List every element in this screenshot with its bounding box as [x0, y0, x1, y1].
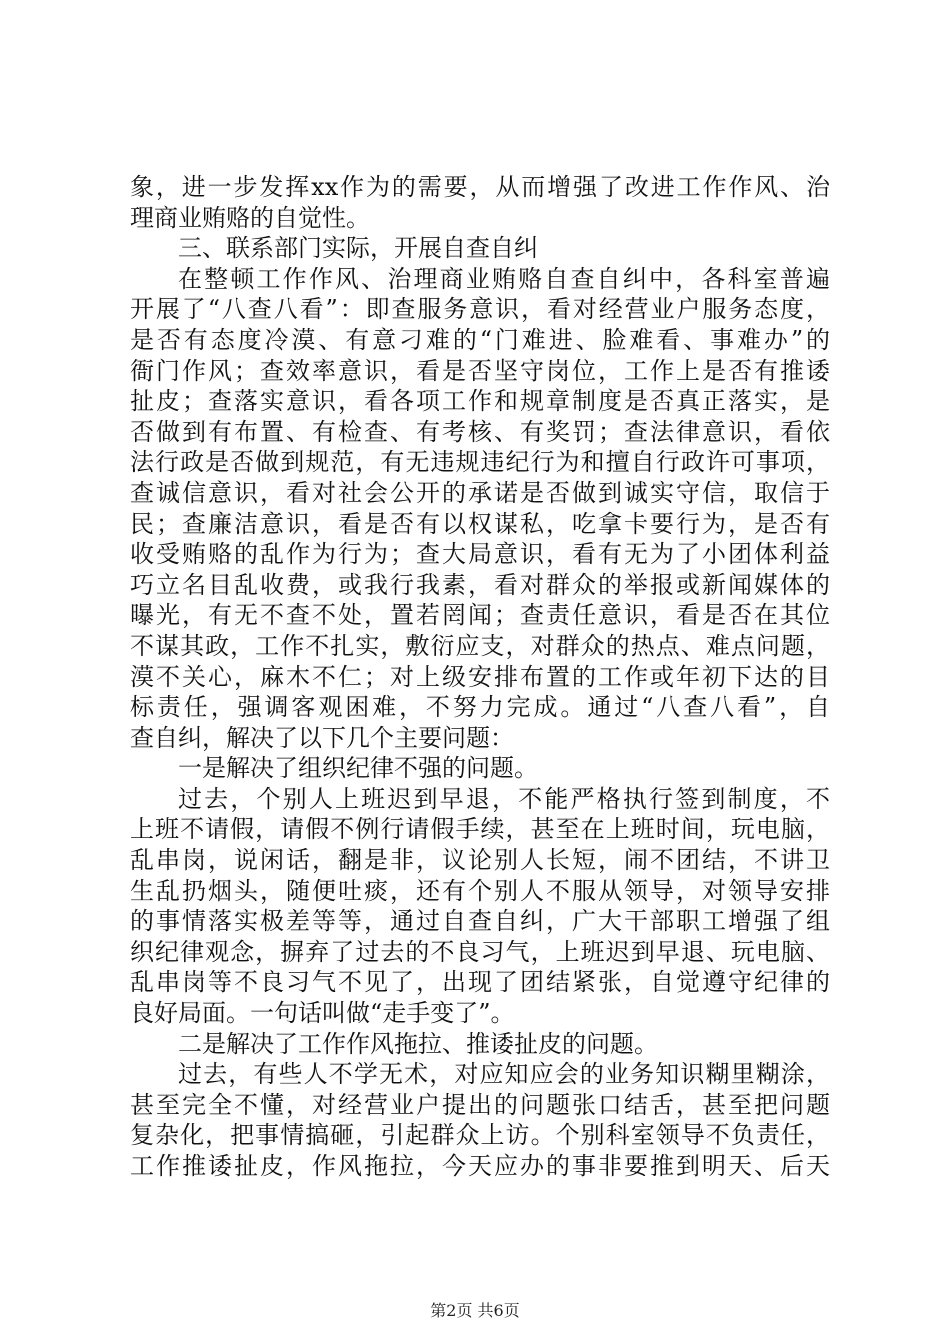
text-line: 法行政是否做到规范，有无违规违纪行为和擅自行政许可事项，	[130, 448, 830, 477]
text-line: 巧立名目乱收费，或我行我素，看对群众的举报或新闻媒体的	[130, 570, 830, 599]
text-line: 生乱扔烟头，随便吐痰，还有个别人不服从领导，对领导安排	[130, 876, 830, 905]
text-line: 查诚信意识，看对社会公开的承诺是否做到诚实守信，取信于	[130, 478, 830, 507]
text-line: 上班不请假，请假不例行请假手续，甚至在上班时间，玩电脑，	[130, 815, 830, 844]
text-line: 在整顿工作作风、治理商业贿赂自查自纠中，各科室普遍	[178, 264, 830, 293]
text-line: 乱串岗，说闲话，翻是非，议论别人长短，闹不团结，不讲卫	[130, 846, 830, 875]
text-line: 过去，个别人上班迟到早退，不能严格执行签到制度，不	[178, 784, 830, 813]
text-line: 是否有态度冷漠、有意刁难的“门难进、脸难看、事难办”的	[130, 325, 830, 354]
text-line: 理商业贿赂的自觉性。	[130, 203, 370, 232]
text-line: 否做到有布置、有检查、有考核、有奖罚；查法律意识，看依	[130, 417, 830, 446]
text-line: 一是解决了组织纪律不强的问题。	[178, 754, 538, 783]
text-line: 良好局面。一句话叫做“走手变了”。	[130, 999, 515, 1028]
text-line: 民；查廉洁意识，看是否有以权谋私，吃拿卡要行为，是否有	[130, 509, 830, 538]
text-line: 乱串岗等不良习气不见了，出现了团结紧张，自觉遵守纪律的	[130, 968, 830, 997]
text-line: 二是解决了工作作风拖拉、推诿扯皮的问题。	[178, 1029, 658, 1058]
text-line: 收受贿赂的乱作为行为；查大局意识，看有无为了小团体利益	[130, 540, 830, 569]
text-line: 扯皮；查落实意识，看各项工作和规章制度是否真正落实，是	[130, 387, 830, 416]
text-line: 衙门作风；查效率意识，看是否坚守岗位，工作上是否有推诿	[130, 356, 830, 385]
text-line: 织纪律观念，摒弃了过去的不良习气，上班迟到早退、玩电脑、	[130, 937, 830, 966]
text-line: 过去，有些人不学无术，对应知应会的业务知识糊里糊涂，	[178, 1060, 830, 1089]
text-line: 复杂化，把事情搞砸，引起群众上访。个别科室领导不负责任，	[130, 1121, 830, 1150]
text-line: 的事情落实极差等等，通过自查自纠，广大干部职工增强了组	[130, 907, 830, 936]
text-line: 三、联系部门实际，开展自查自纠	[178, 234, 538, 263]
text-line: 标责任，强调客观困难，不努力完成。通过“八查八看”，自	[130, 693, 830, 722]
text-line: 查自纠，解决了以下几个主要问题：	[130, 723, 514, 752]
text-line: 象，进一步发挥xx作为的需要，从而增强了改进工作作风、治	[130, 173, 830, 201]
text-line: 漠不关心，麻木不仁；对上级安排布置的工作或年初下达的目	[130, 662, 830, 691]
document-body	[130, 172, 830, 1182]
text-line: 工作推诿扯皮，作风拖拉，今天应办的事非要推到明天、后天	[130, 1152, 830, 1180]
text-line: 甚至完全不懂，对经营业户提出的问题张口结舌，甚至把问题	[130, 1090, 830, 1119]
text-line: 开展了“八查八看”：即查服务意识，看对经营业户服务态度，	[130, 295, 830, 324]
page-footer: 第2页 共6页	[430, 1301, 520, 1320]
text-line: 不谋其政，工作不扎实，敷衍应支，对群众的热点、难点问题，	[130, 631, 830, 660]
text-line: 曝光，有无不查不处，置若罔闻；查责任意识，看是否在其位	[130, 601, 830, 630]
